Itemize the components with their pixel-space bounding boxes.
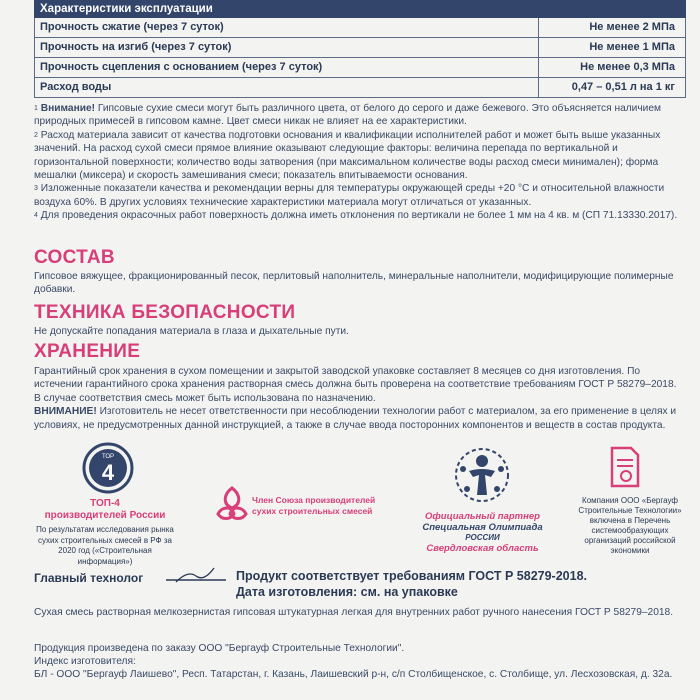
footnote-4: $^4$ Для проведения окрасочных работ поверхность должна иметь отклонения по вертикали не более 1 мм на 4 кв. м (СП 71.13330.2017). <box>34 210 678 222</box>
row-value: Не менее 1 МПа <box>589 41 675 53</box>
storage-text <box>34 365 686 432</box>
row-label: Прочность сцепления с основанием (через 7 суток) <box>35 58 539 77</box>
top4-subtitle: По результатам исследования рынка сухих строительных смесей в РФ за 2020 год («Строительная информация») <box>36 525 174 566</box>
gost-line2: Дата изготовления: см. на упаковке <box>236 585 458 599</box>
olympics-line1: Официальный партнер <box>425 511 540 522</box>
footnote-1: $^1$ Внимание! Гипсовые сухие смеси могут быть различного цвета, от белого до серого и даже бежевого. Это объясняется наличием природных примесей в гипсовом камне. Цвет смеси никак не влияет на ее характеристики. <box>34 103 662 128</box>
safety-text <box>34 325 686 338</box>
olympics-line2: Специальная Олимпиада <box>422 521 543 533</box>
product-paragraph: Сухая смесь растворная мелкозернистая гипсовая штукатурная легкая для внутренних работ ручного нанесения ГОСТ Р 58279–2018. <box>34 607 674 618</box>
row-label: Прочность сжатие (через 7 суток) <box>35 18 539 37</box>
section-title-storage: ХРАНЕНИЕ <box>34 341 141 362</box>
manufacturer-line1: Продукция произведена по заказу ООО "Бергауф Строительные Технологии". <box>34 643 405 654</box>
top4-block <box>30 498 180 567</box>
footnote-1-text: Гипсовые сухие смеси могут быть различного цвета, от белого до серого и даже бежевого. Это объясняется наличием природных примесей в гипсовом камне. Цвет смеси никак не влияет на ее характеристики. <box>34 103 662 128</box>
document-certificate-icon <box>609 446 641 488</box>
row-label: Расход воды <box>35 78 539 97</box>
characteristics-table <box>34 0 686 98</box>
product-description <box>34 606 686 619</box>
sostav-paragraph: Гипсовое вяжущее, фракционированный песок, перлитовый наполнитель, минеральные наполнители, модифицирующие полимерные добавки. <box>34 271 674 296</box>
olympics-line4: Свердловская область <box>426 542 539 554</box>
gost-line1: Продукт соответствует требованиям ГОСТ Р 58279-2018. <box>236 569 587 583</box>
sostav-text <box>34 270 686 297</box>
row-value: Не менее 2 МПа <box>589 21 675 33</box>
manufacturer-line3: БЛ - ООО "Бергауф Лаишево", Респ. Татарстан, г. Казань, Лаишевский р-н, с/п Столбищенское, с. Столбище, ул. Лесхозовская, д. 32а. <box>34 669 673 680</box>
storage-warning <box>34 405 686 432</box>
top4-badge-icon <box>82 442 134 494</box>
union-logo-icon <box>212 484 252 524</box>
top4-badge-word: ТОР <box>101 454 115 460</box>
footnotes <box>34 102 686 223</box>
table-row <box>34 58 686 78</box>
footnote-3: $^3$ Изложенные показатели качества и рекомендации верны для температуры окружающей среды +20 °С и относительной влажности воздуха 60%. В других условиях технические характеристики материала могут отличаться от указанных. <box>34 183 665 208</box>
storage-warning-bold: ВНИМАНИЕ! <box>34 406 97 418</box>
row-value: 0,47 – 0,51 л на 1 кг <box>571 81 675 93</box>
footnote-4-text: Для проведения окрасочных работ поверхность должна иметь отклонения по вертикали не более 1 мм на 4 кв. м (СП 71.13330.2017). <box>40 210 678 222</box>
section-title-sostav: СОСТАВ <box>34 247 115 268</box>
footnote-1-bold: Внимание! <box>40 103 96 114</box>
section-title-safety: ТЕХНИКА БЕЗОПАСНОСТИ <box>34 302 296 323</box>
footnote-2: $^2$ Расход материала зависит от качества подготовки основания и квалификации исполнителей работ и может быть выше указанных значений. На расход сухой смеси прямое влияние оказывают следующие факторы: величина перепада по вертикальной и горизонтальной поверхности; количество воды затворения (при максимальном количестве воды расход смеси минимален); форма мешалки (миксера) и скорость замешивания смеси; показатель впитываемости основания. <box>34 129 661 182</box>
top4-title: ТОП-4 <box>90 498 120 509</box>
signature-icon <box>166 566 228 586</box>
safety-paragraph: Не допускайте попадания материала в глаза и дыхательные пути. <box>34 326 349 337</box>
union-text: Член Союза производителей сухих строительных смесей <box>252 495 376 516</box>
table-header: Характеристики эксплуатации <box>34 0 686 18</box>
table-row <box>34 38 686 58</box>
storage-paragraph: Гарантийный срок хранения в сухом помещении и закрытой заводской упаковке составляет 8 месяцев со дня изготовления. По истечении гарантийного срока хранения растворная смесь должна быть проверена на соответствие требованиям ГОСТ Р 58279–2018. В случае соответствия смесь может быть использована по назначению. <box>34 366 677 404</box>
top4-title2: производителей России <box>44 510 166 521</box>
footnote-3-text: Изложенные показатели качества и рекомендации верны для температуры окружающей среды +20 °С и относительной влажности воздуха 60%. В других условиях технические характеристики материала могут отличаться от указанных. <box>34 183 665 208</box>
row-value: Не менее 0,3 МПа <box>580 61 675 73</box>
manufacturer-line2: Индекс изготовителя: <box>34 656 136 667</box>
company-text: Компания ООО «Бергауф Строительные Технологии» включена в Перечень системообразующих организаций российской экономики <box>578 496 682 555</box>
gost-block <box>236 568 587 600</box>
table-row <box>34 78 686 98</box>
top4-badge-num: 4 <box>101 460 115 485</box>
chief-technologist-label: Главный технолог <box>34 571 144 585</box>
table-row <box>34 18 686 38</box>
olympics-line3: РОССИИ <box>465 533 500 542</box>
manufacturer-info <box>34 642 686 681</box>
special-olympics-logo-icon <box>447 445 517 507</box>
storage-warning-text: Изготовитель не несет ответственности при несоблюдении технологии работ с материалом, за его применение в целях и условиях, не предусмотренных данной инструкцией, а также в случае ввода посторонних компонентов и веществ в состав продукта. <box>34 406 677 431</box>
row-label: Прочность на изгиб (через 7 суток) <box>35 38 539 57</box>
footnote-2-text: Расход материала зависит от качества подготовки основания и квалификации исполнителей работ и может быть выше указанных значений. На расход сухой смеси прямое влияние оказывают следующие факторы: величина перепада по вертикальной и горизонтальной поверхности; количество воды затворения (при максимальном количестве воды расход смеси минимален); форма мешалки (миксера) и скорость замешивания смеси; показатель впитываемости основания. <box>34 129 661 182</box>
olympics-block <box>410 512 555 554</box>
